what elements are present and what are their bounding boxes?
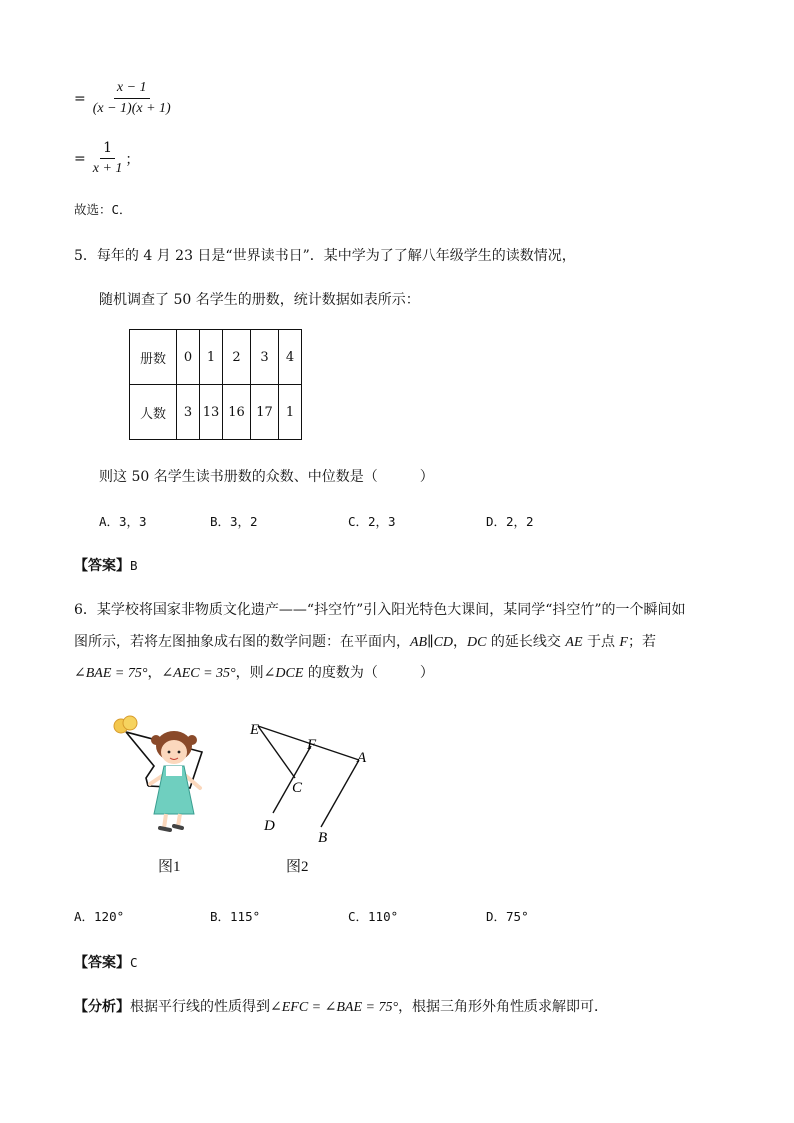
text-span: 的度数为（ ） [303, 665, 434, 681]
option-b: B．115° [210, 909, 261, 924]
math-span: F [619, 635, 628, 650]
fraction-tail: ； [125, 151, 140, 168]
equals-sign: = [74, 150, 86, 167]
label-a: A [357, 750, 367, 766]
table-cell: 1 [200, 330, 223, 385]
answer-value: C [130, 955, 138, 970]
q5-question: 则这 50 名学生读书册数的众数、中位数是（ ） [99, 469, 434, 485]
math-span: ∠DCE [263, 666, 304, 681]
table-cell: 3 [177, 385, 200, 440]
fraction-denominator: x + 1 [92, 161, 123, 176]
q5-stem-line-2: 随机调查了 50 名学生的册数，统计数据如表所示： [99, 292, 420, 308]
geometry-diagram [244, 712, 384, 846]
text-span: ， [453, 634, 468, 650]
math-span: DC [467, 635, 487, 650]
q6-analysis [74, 996, 608, 1016]
analysis-label: 【分析】 [74, 999, 130, 1015]
option-d: D．2，2 [486, 514, 534, 529]
text-span: ；若 [627, 634, 656, 650]
label-e: E [250, 722, 260, 738]
option-a: A．120° [74, 909, 125, 924]
label-c: C [292, 780, 303, 796]
option-d: D．75° [486, 909, 529, 924]
q4-choice: 故选：C． [74, 202, 132, 217]
q6-stem-line-1: 6．某学校将国家非物质文化遗产——“抖空竹”引入阳光特色大课间，某同学“抖空竹”的一个瞬间如 [74, 602, 686, 618]
table-row [130, 385, 302, 440]
text-span: ， [147, 665, 162, 681]
math-span: ∠EFC = ∠BAE = 75° [270, 1000, 399, 1015]
text-span: 于点 [582, 634, 620, 650]
fraction-line-1 [74, 78, 174, 119]
fraction-numerator: x − 1 [114, 78, 150, 99]
stats-table [129, 329, 302, 440]
table-cell: 0 [177, 330, 200, 385]
q6-answer [74, 952, 138, 972]
figure-2-caption: 图2 [286, 859, 309, 875]
option-c: C．110° [348, 909, 399, 924]
table-header-cell: 人数 [130, 385, 177, 440]
option-a: A．3，3 [99, 514, 147, 529]
q6-stem-line-3 [74, 662, 434, 682]
math-span: ∠AEC = 35° [161, 666, 236, 681]
label-f: F [307, 737, 317, 753]
equals-sign: = [74, 90, 86, 107]
option-c: C．2，3 [348, 514, 396, 529]
table-cell: 17 [251, 385, 279, 440]
answer-label: 【答案】 [74, 558, 130, 574]
label-b: B [318, 830, 328, 846]
q5-stem-line-1: 5．每年的 4 月 23 日是“世界读书日”．某中学为了了解八年级学生的读数情况， [74, 248, 576, 264]
fraction-denominator: (x − 1)(x + 1) [92, 101, 171, 116]
math-span: AB∥CD [410, 635, 454, 650]
q5-options [99, 512, 619, 532]
q6-options [74, 907, 594, 927]
q6-stem-line-2 [74, 631, 656, 651]
math-span: AE [565, 635, 583, 650]
text-span: ，根据三角形外角性质求解即可． [398, 999, 609, 1015]
table-cell: 16 [223, 385, 251, 440]
answer-value: B [130, 558, 138, 573]
text-span: 根据平行线的性质得到 [130, 999, 270, 1015]
label-d: D [264, 818, 275, 834]
q5-answer [74, 555, 138, 575]
table-cell: 13 [200, 385, 223, 440]
table-cell: 3 [251, 330, 279, 385]
text-span: ，则 [235, 665, 264, 681]
text-span: 的延长线交 [486, 634, 566, 650]
fraction [90, 138, 126, 179]
segment-ec [258, 726, 295, 778]
segment-ab [321, 760, 359, 827]
text-span: 图所示，若将左图抽象成右图的数学问题：在平面内， [74, 634, 410, 650]
fraction-line-2 [74, 138, 139, 179]
option-b: B．3，2 [210, 514, 258, 529]
fraction [90, 78, 174, 119]
answer-label: 【答案】 [74, 955, 130, 971]
table-cell: 4 [279, 330, 302, 385]
math-span: ∠BAE = 75° [74, 666, 148, 681]
fraction-numerator: 1 [100, 138, 115, 159]
table-cell: 2 [223, 330, 251, 385]
diabolo-girl-illustration [108, 710, 238, 850]
figure-1-caption: 图1 [158, 859, 181, 875]
table-header-cell: 册数 [130, 330, 177, 385]
table-row [130, 330, 302, 385]
table-cell: 1 [279, 385, 302, 440]
